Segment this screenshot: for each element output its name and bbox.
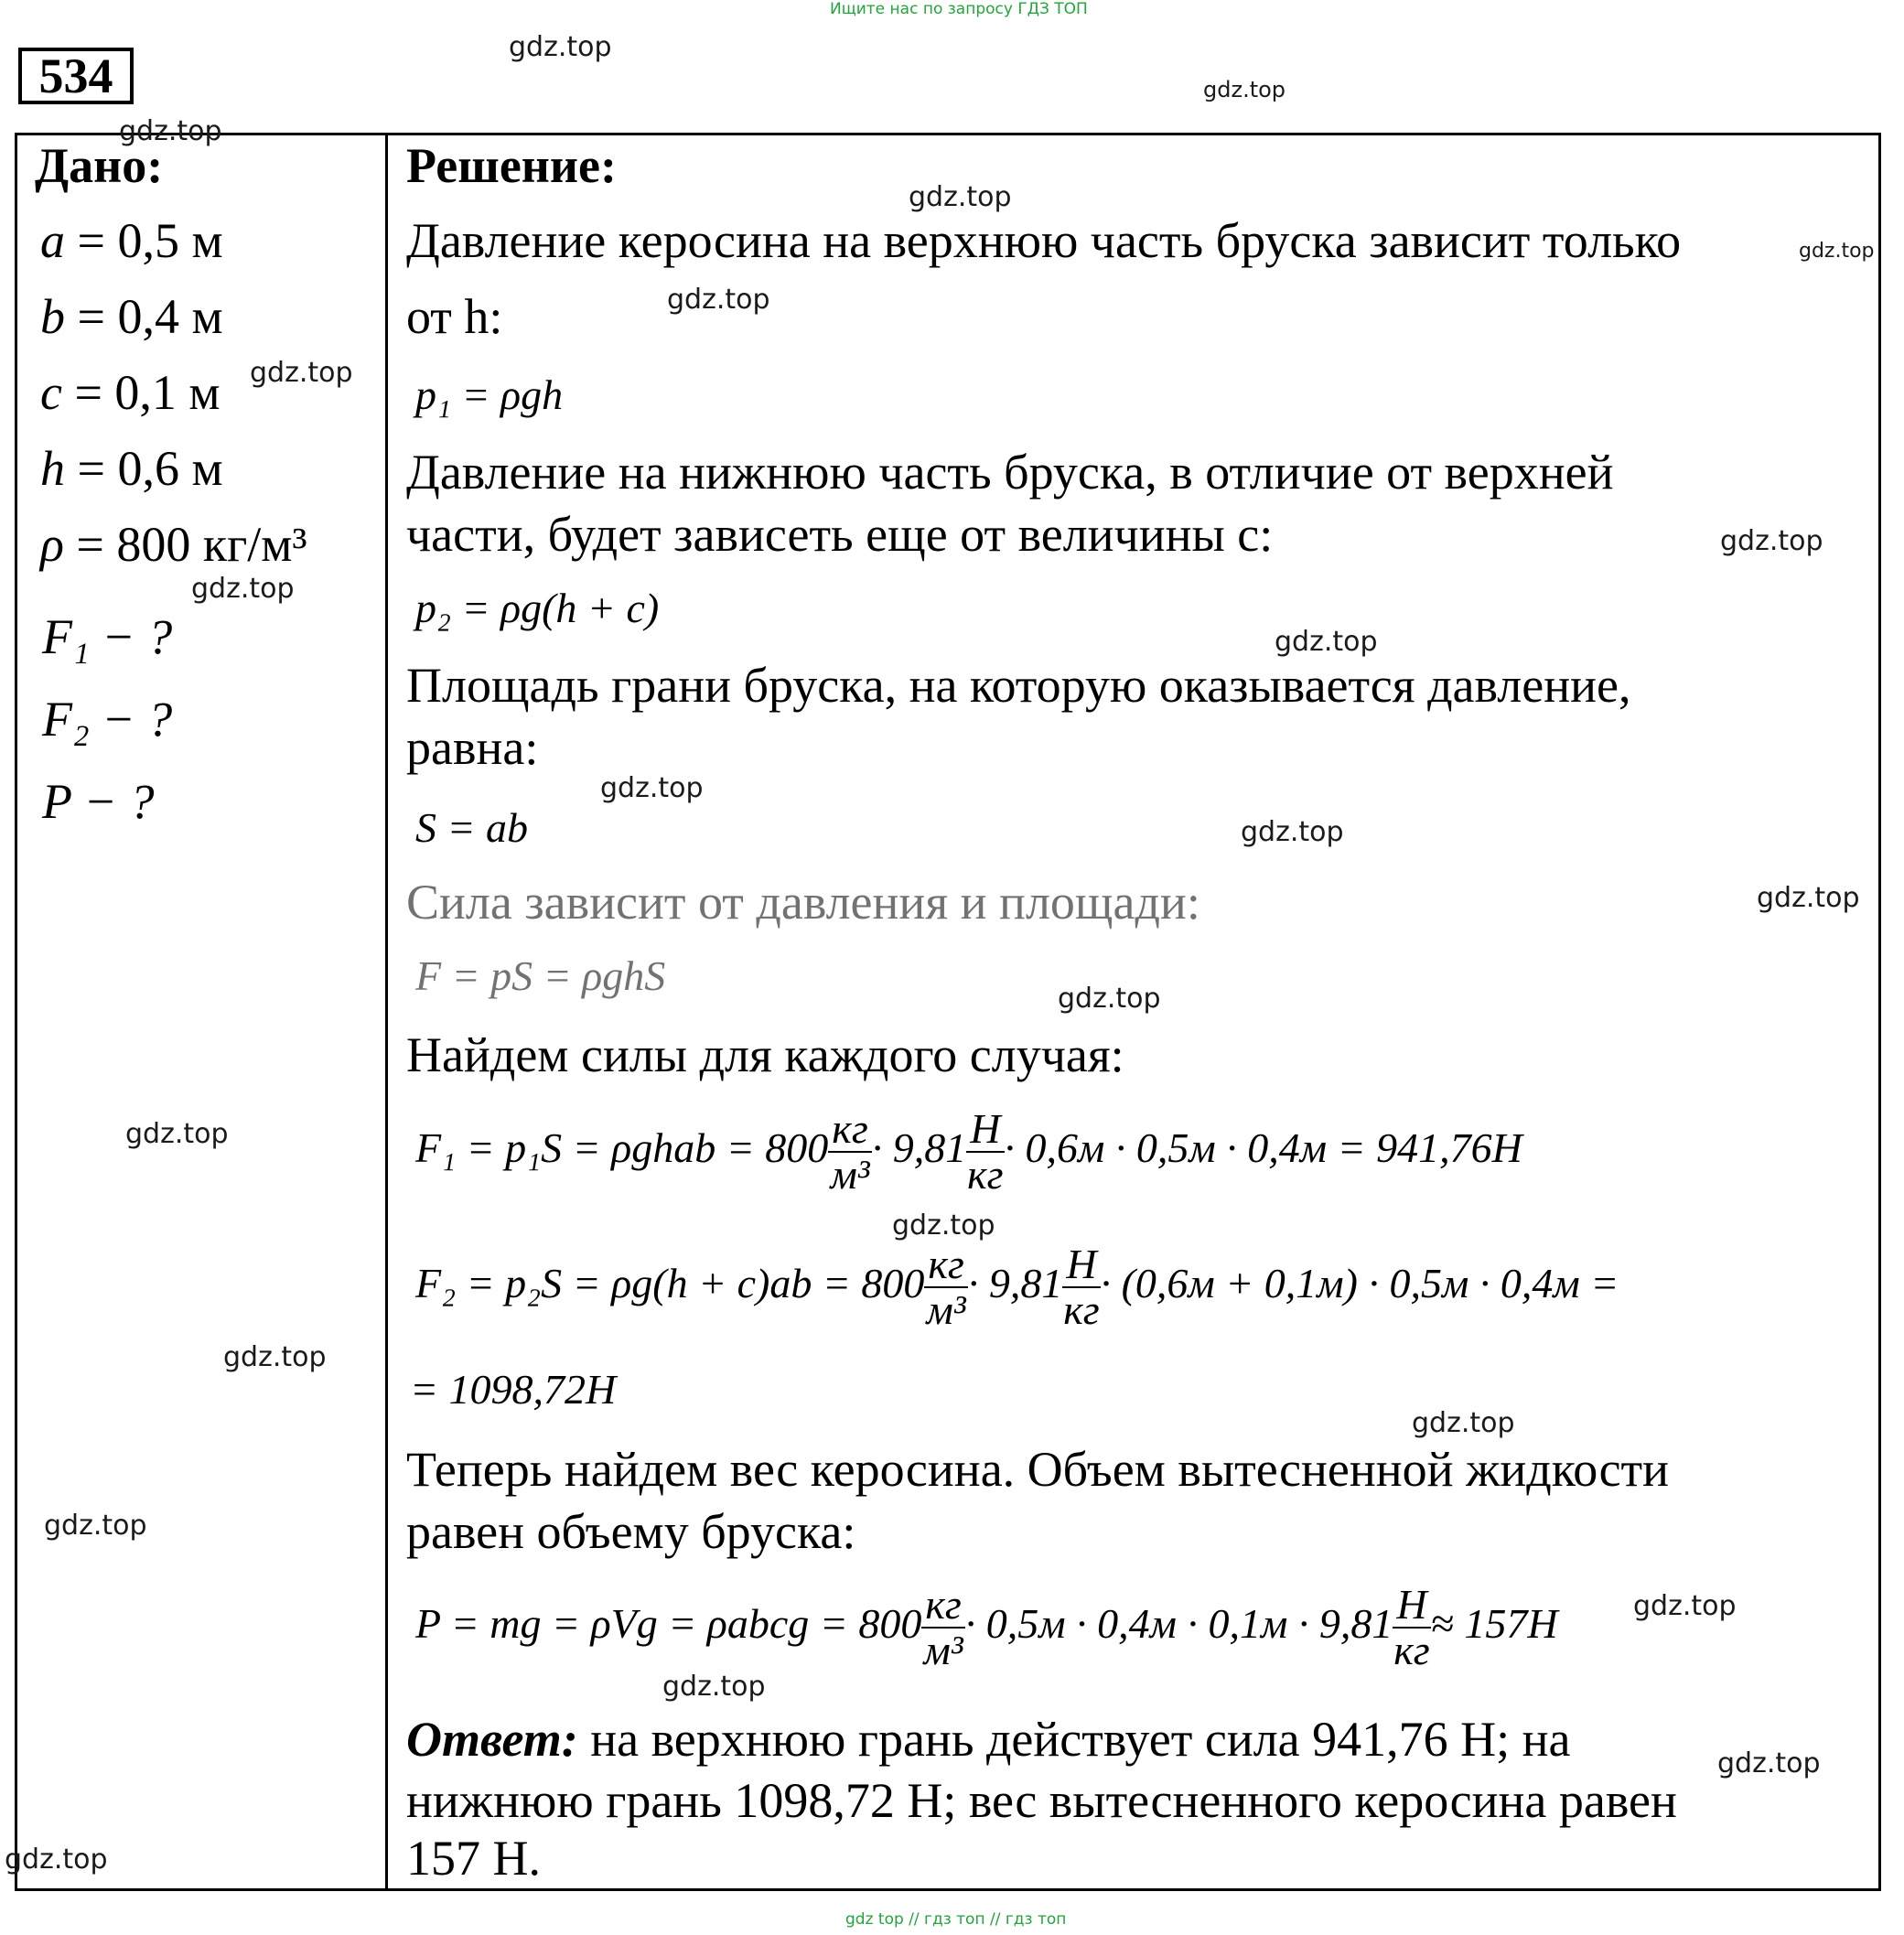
eq-mid: · 0,5м · 0,4м · 0,1м · 9,81 bbox=[964, 1599, 1393, 1647]
given-symbol: b bbox=[40, 289, 65, 344]
top-search-note: Ищите нас по запросу ГДЗ ТОП bbox=[830, 0, 1088, 18]
eq-lhs: P = mg = ρVg = ρabcg = 800 bbox=[415, 1599, 922, 1647]
eq-lhs: F₁ = p₁S = ρghab = 800 bbox=[415, 1123, 829, 1171]
answer-line-1 bbox=[406, 1711, 1571, 1768]
equation-p bbox=[415, 1583, 1558, 1673]
given-h bbox=[40, 440, 223, 497]
watermark: gdz.top bbox=[223, 1341, 327, 1373]
eq-rhs: · 0,6м · 0,5м · 0,4м = 941,76Н bbox=[1004, 1123, 1522, 1171]
solution-text-3a: Площадь грани бруска, на которую оказывается давление, bbox=[406, 658, 1631, 713]
given-value: = 800 кг/м³ bbox=[63, 517, 307, 572]
eq-rhs: ≈ 157Н bbox=[1430, 1599, 1558, 1647]
solution-text-4: Сила зависит от давления и площади: bbox=[406, 875, 1200, 930]
watermark: gdz.top bbox=[1717, 1747, 1821, 1779]
unit-num: Н bbox=[966, 1107, 1004, 1153]
formula-f: F = pS = ρghS bbox=[415, 952, 666, 999]
solution-text-1b: от h: bbox=[406, 289, 503, 344]
solution-text-5: Найдем силы для каждого случая: bbox=[406, 1027, 1124, 1082]
watermark: gdz.top bbox=[1203, 77, 1286, 102]
given-heading: Дано: bbox=[35, 138, 164, 193]
watermark: gdz.top bbox=[1058, 983, 1161, 1015]
answer-line-3: 157 Н. bbox=[406, 1831, 541, 1886]
solution-heading: Решение: bbox=[406, 138, 617, 193]
unknown-p: P − ? bbox=[42, 774, 155, 829]
given-symbol: c bbox=[40, 365, 62, 420]
solution-text-2b: части, будет зависеть еще от величины с: bbox=[406, 507, 1274, 562]
watermark: gdz.top bbox=[1720, 525, 1823, 557]
watermark: gdz.top bbox=[250, 357, 353, 389]
watermark: gdz.top bbox=[191, 573, 295, 605]
watermark: gdz.top bbox=[1412, 1407, 1515, 1439]
eq-mid: · 9,81 bbox=[871, 1123, 967, 1171]
watermark: gdz.top bbox=[892, 1209, 995, 1242]
unknown-f1: F₁ − ? bbox=[42, 609, 173, 664]
formula-p1: p₁ = ρgh bbox=[415, 371, 564, 418]
solution-text-3b: равна: bbox=[406, 720, 539, 775]
unit-num: кг bbox=[828, 1107, 871, 1153]
watermark: gdz.top bbox=[1799, 240, 1875, 263]
given-symbol: h bbox=[40, 441, 65, 496]
watermark: gdz.top bbox=[1633, 1590, 1737, 1622]
given-value: = 0,6 м bbox=[65, 441, 223, 496]
unit-den: кг bbox=[1393, 1627, 1430, 1674]
solution-text-6a: Теперь найдем вес керосина. Объем вытесненной жидкости bbox=[406, 1442, 1670, 1497]
unit-den: м³ bbox=[926, 1286, 966, 1334]
answer-line-2: нижнюю грань 1098,72 Н; вес вытесненного керосина равен bbox=[406, 1773, 1677, 1828]
equation-f2-result: = 1098,72Н bbox=[410, 1366, 617, 1413]
watermark: gdz.top bbox=[909, 181, 1012, 213]
given-symbol: ρ bbox=[40, 517, 64, 572]
unit-fraction bbox=[924, 1242, 967, 1333]
watermark: gdz.top bbox=[662, 1671, 766, 1703]
problem-number: 534 bbox=[18, 48, 134, 104]
eq-rhs: · (0,6м + 0,1м) · 0,5м · 0,4м = bbox=[1100, 1259, 1619, 1306]
column-divider bbox=[385, 133, 388, 1891]
watermark: gdz.top bbox=[1275, 626, 1378, 658]
watermark: gdz.top bbox=[509, 31, 612, 63]
unit-fraction bbox=[966, 1107, 1004, 1198]
formula-p2: p₂ = ρg(h + c) bbox=[415, 585, 660, 631]
unit-den: кг bbox=[967, 1151, 1004, 1199]
unit-num: кг bbox=[924, 1242, 967, 1288]
unit-num: Н bbox=[1062, 1242, 1100, 1288]
watermark: gdz.top bbox=[125, 1118, 229, 1150]
eq-lhs: F₂ = p₂S = ρg(h + c)ab = 800 bbox=[415, 1259, 925, 1306]
given-value: = 0,5 м bbox=[65, 213, 223, 268]
unit-den: кг bbox=[1063, 1286, 1100, 1334]
given-c bbox=[40, 364, 221, 421]
equation-f1 bbox=[415, 1107, 1522, 1198]
solution-text-2a: Давление на нижнюю часть бруска, в отличие от верхней bbox=[406, 445, 1614, 500]
unit-num: Н bbox=[1393, 1583, 1430, 1629]
given-b bbox=[40, 288, 223, 345]
given-value: = 0,4 м bbox=[65, 289, 223, 344]
solution-text-1a: Давление керосина на верхнюю часть бруска зависит только bbox=[406, 213, 1682, 268]
formula-s: S = ab bbox=[415, 804, 529, 851]
watermark: gdz.top bbox=[119, 115, 222, 147]
answer-label: Ответ: bbox=[406, 1712, 578, 1767]
unit-fraction bbox=[1062, 1242, 1100, 1333]
unit-den: м³ bbox=[923, 1627, 963, 1674]
equation-f2 bbox=[415, 1242, 1619, 1333]
given-rho bbox=[40, 516, 307, 573]
watermark: gdz.top bbox=[600, 772, 704, 804]
given-symbol: a bbox=[40, 213, 65, 268]
footer-links: gdz top // гдз топ // гдз топ bbox=[845, 1910, 1067, 1929]
solution-text-6b: равен объему бруска: bbox=[406, 1504, 856, 1559]
watermark: gdz.top bbox=[5, 1844, 108, 1876]
given-value: = 0,1 м bbox=[61, 365, 221, 420]
given-a bbox=[40, 212, 223, 269]
unit-den: м³ bbox=[830, 1151, 870, 1199]
answer-text: на верхнюю грань действует сила 941,76 Н; на bbox=[577, 1712, 1571, 1767]
eq-mid: · 9,81 bbox=[967, 1259, 1063, 1306]
watermark: gdz.top bbox=[1241, 816, 1344, 848]
watermark: gdz.top bbox=[667, 284, 770, 316]
watermark: gdz.top bbox=[44, 1510, 147, 1542]
watermark: gdz.top bbox=[1757, 882, 1860, 914]
unit-fraction bbox=[1393, 1583, 1430, 1673]
unit-num: кг bbox=[921, 1583, 964, 1629]
unknown-f2: F₂ − ? bbox=[42, 692, 173, 747]
unit-fraction bbox=[828, 1107, 871, 1198]
unit-fraction bbox=[921, 1583, 964, 1673]
